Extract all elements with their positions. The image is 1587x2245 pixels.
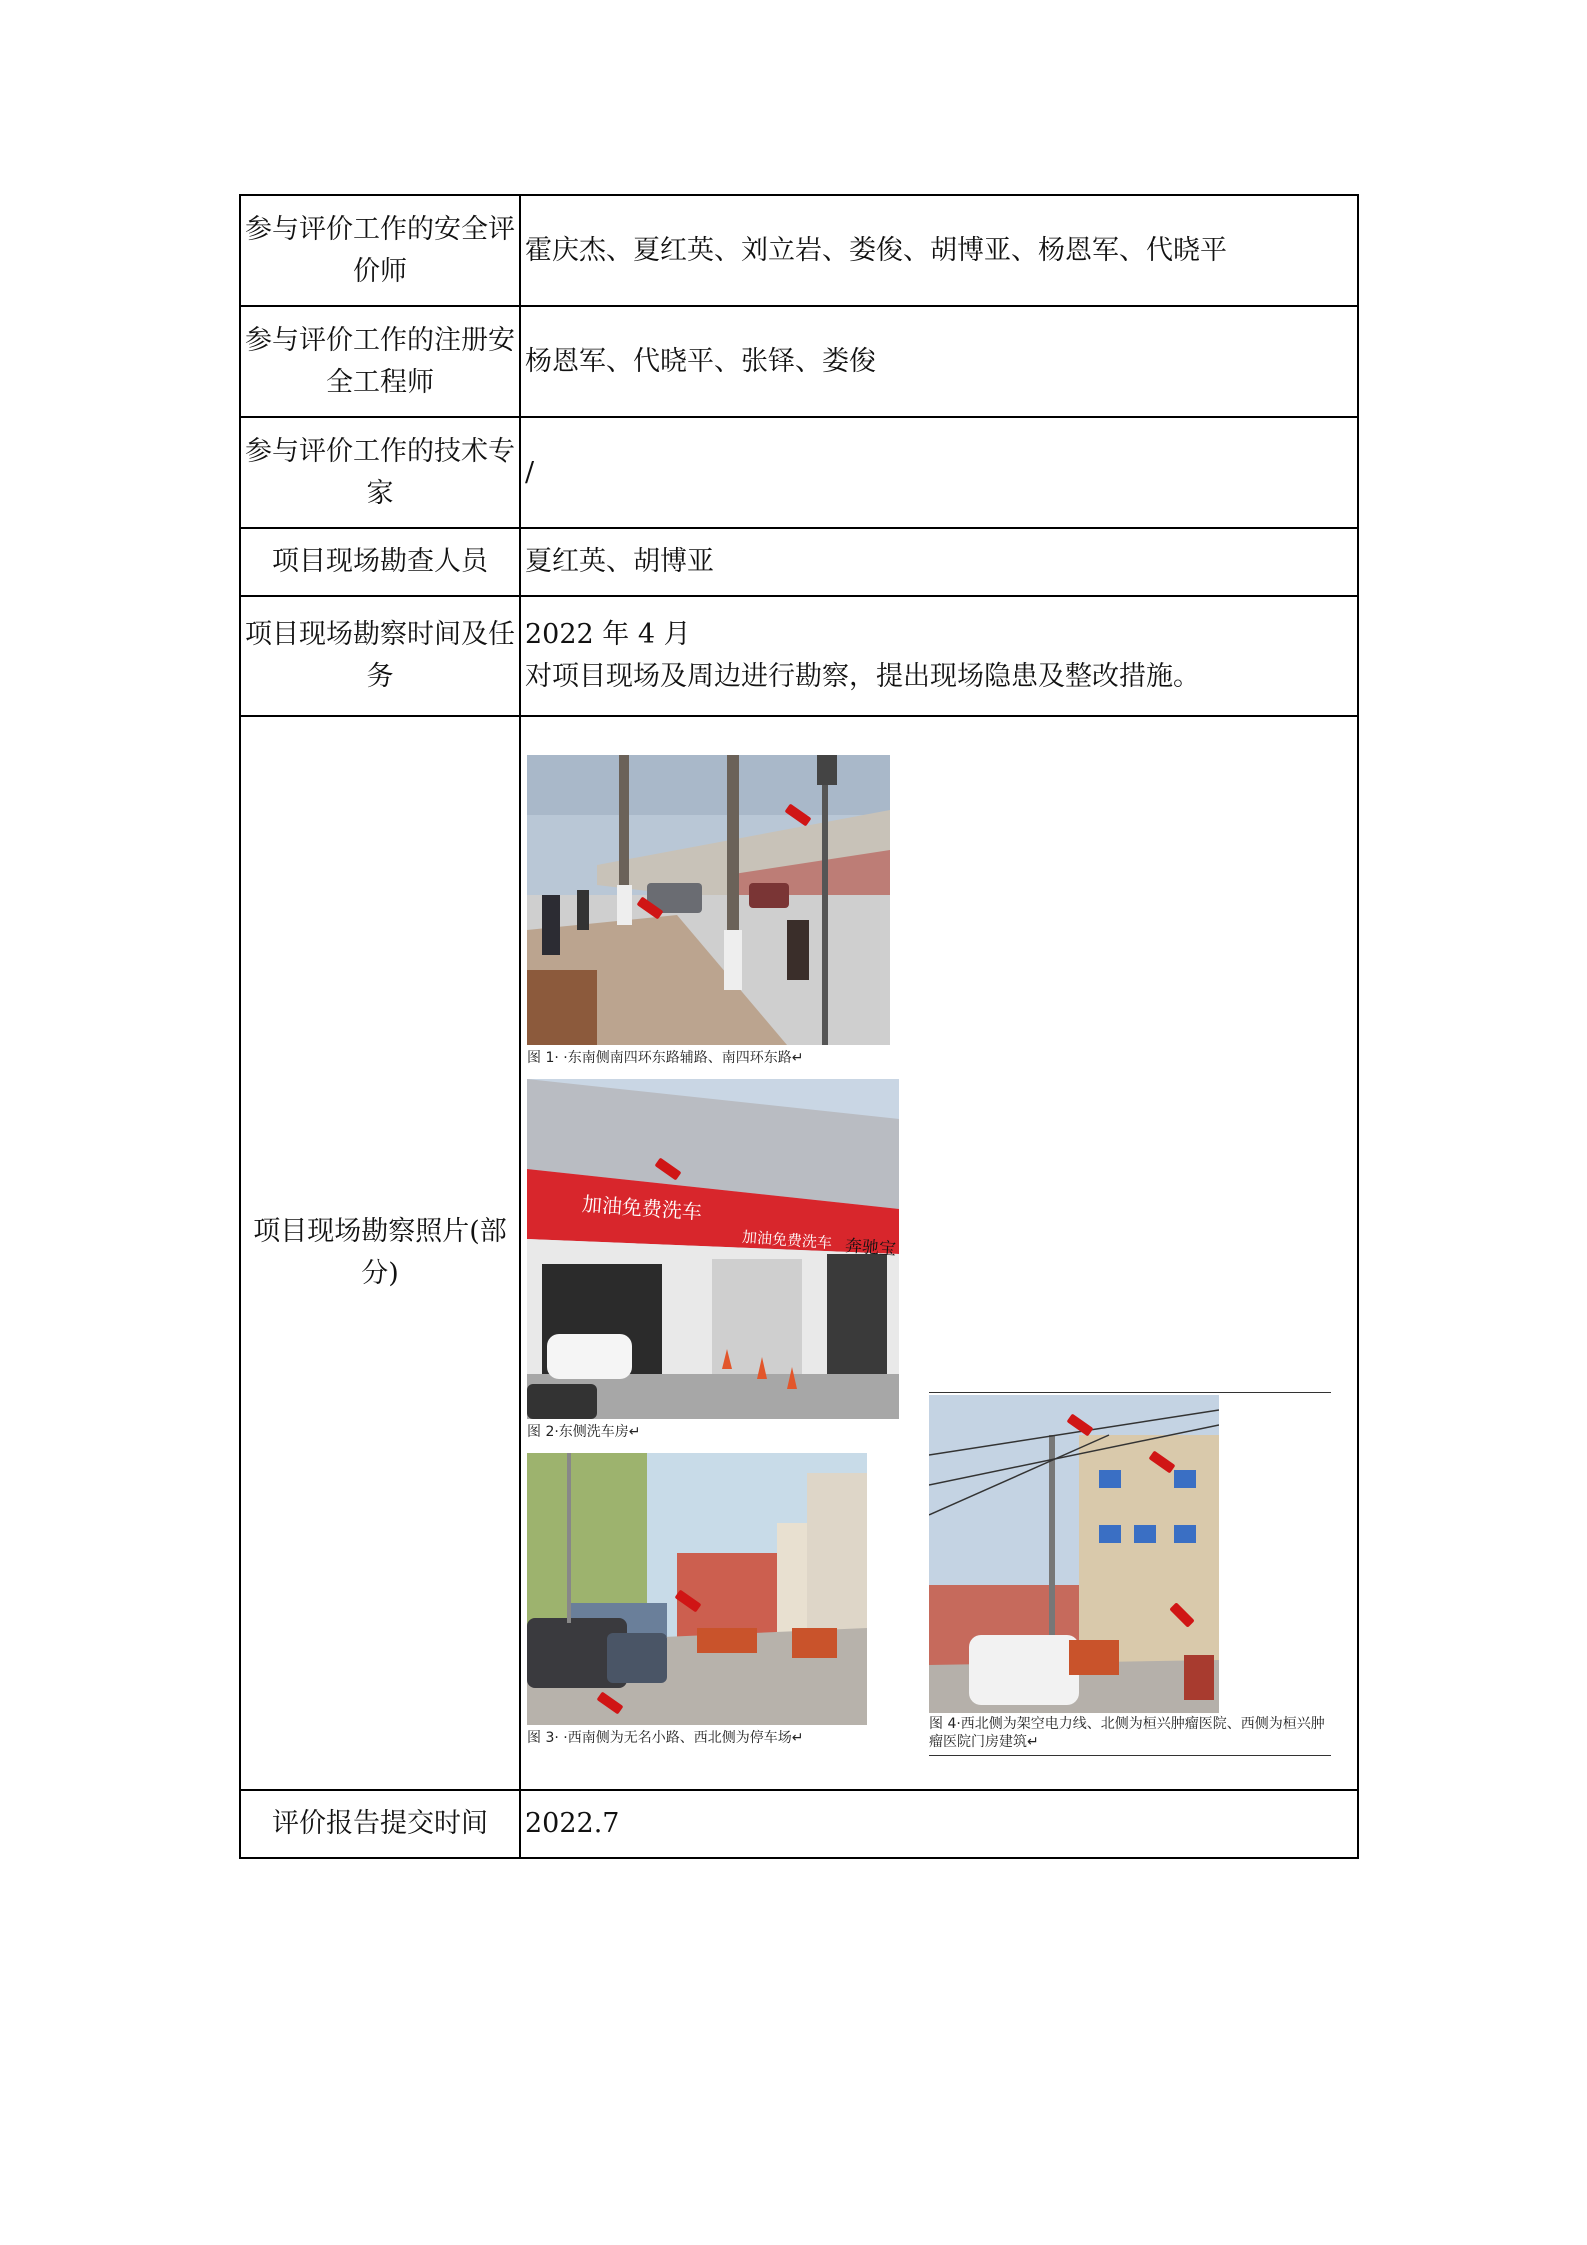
row-value: 霍庆杰、夏红英、刘立岩、娄俊、胡博亚、杨恩军、代晓平 [520, 195, 1358, 306]
sign-text: 奔驰宝 [844, 1236, 897, 1260]
table-row [240, 596, 1358, 716]
table-row [240, 417, 1358, 528]
site-photo-1 [527, 755, 890, 1045]
photo-caption: 图 1· ·东南侧南四环东路辅路、南四环东路↵ [527, 1050, 804, 1066]
photo-caption: 图 2·东侧洗车房↵ [527, 1424, 641, 1440]
row-label: 参与评价工作的注册安全工程师 [240, 306, 520, 417]
sign-text: 加油免费洗车 [741, 1227, 833, 1253]
row-label: 参与评价工作的安全评价师 [240, 195, 520, 306]
row-label: 项目现场勘察照片(部分) [240, 716, 520, 1790]
photos-cell [520, 716, 1358, 1790]
caption-rule [929, 1392, 1331, 1393]
photo-gallery [525, 717, 1357, 1789]
site-photo-2 [527, 1079, 899, 1419]
photo-caption: 图 3· ·西南侧为无名小路、西北侧为停车场↵ [527, 1730, 804, 1746]
row-value [520, 596, 1358, 716]
row-label: 项目现场勘察时间及任务 [240, 596, 520, 716]
sign-text: 加油免费洗车 [581, 1191, 703, 1225]
table-row [240, 1790, 1358, 1858]
evaluation-info-table [239, 194, 1359, 1859]
row-value: 2022.7 [520, 1790, 1358, 1858]
site-photo-3 [527, 1453, 867, 1725]
survey-date: 2022 年 4 月 [525, 619, 691, 650]
photo-caption: 图 4·西北侧为架空电力线、北侧为桓兴肿瘤医院、西侧为桓兴肿瘤医院门房建筑↵ [929, 1716, 1325, 1750]
row-label: 参与评价工作的技术专家 [240, 417, 520, 528]
row-value: 夏红英、胡博亚 [520, 528, 1358, 596]
site-photo-4 [929, 1395, 1219, 1713]
row-label: 评价报告提交时间 [240, 1790, 520, 1858]
row-label: 项目现场勘查人员 [240, 528, 520, 596]
table-row [240, 195, 1358, 306]
row-value: / [520, 417, 1358, 528]
table-row [240, 716, 1358, 1790]
table-row [240, 306, 1358, 417]
survey-task: 对项目现场及周边进行勘察，提出现场隐患及整改措施。 [525, 661, 1200, 692]
row-value: 杨恩军、代晓平、张铎、娄俊 [520, 306, 1358, 417]
table-row [240, 528, 1358, 596]
caption-rule [929, 1755, 1331, 1756]
